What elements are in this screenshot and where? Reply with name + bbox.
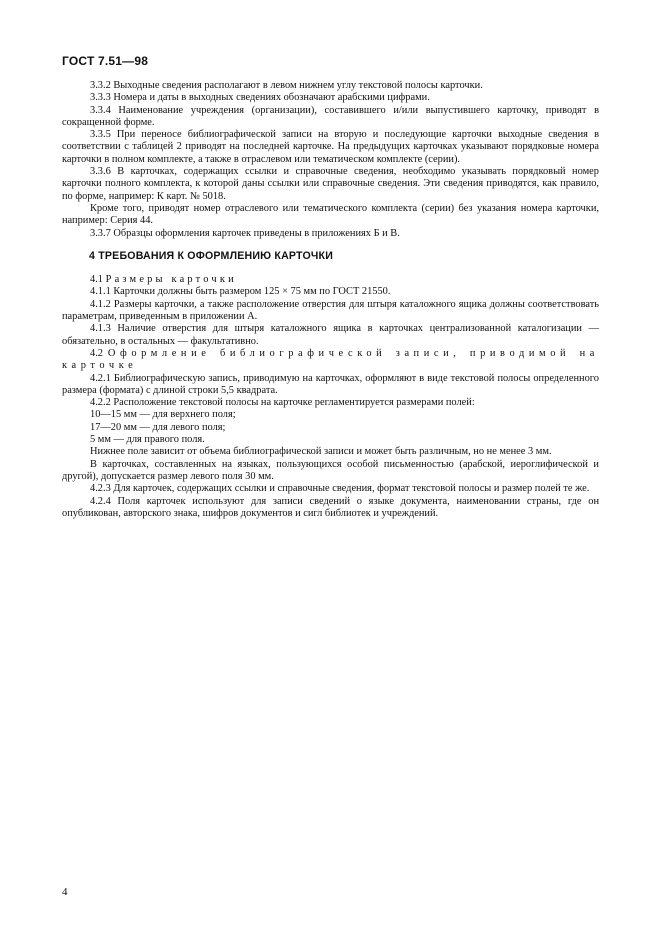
- subsection-4-2-heading: [62, 348, 599, 373]
- special-script-note: В карточках, составленных на языках, пользующихся особой письменностью (арабской, иероглифической и другой), допускается размер левого поля 30 мм.: [62, 458, 599, 482]
- paragraph-3-3-7: 3.3.7 Образцы оформления карточек приведены в приложениях Б и В.: [90, 227, 400, 239]
- paragraph-4-2-1: 4.2.1 Библиографическую запись, приводимую на карточках, оформляют в виде текстовой полосы определенного размера (формата) с длиной строки 5,5 квадрата.: [62, 372, 599, 396]
- paragraph-3-3-6: 3.3.6 В карточках, содержащих ссылки и справочные сведения, необходимо указывать порядковый номер карточки полного комплекта, к которой даны ссылки или справочные сведения. Эти сведения приводятся, как правило, по форме, например: К карт. № 5018.: [62, 166, 599, 202]
- margin-top-item: 10—15 мм — для верхнего поля;: [90, 409, 236, 421]
- document-header: ГОСТ 7.51—98: [62, 54, 149, 68]
- margin-left-item: 17—20 мм — для левого поля;: [90, 421, 226, 433]
- paragraph-3-3-2: 3.3.2 Выходные сведения располагают в левом нижнем углу текстовой полосы карточки.: [90, 80, 483, 91]
- paragraph-3-3-5: 3.3.5 При переносе библиографической записи на вторую и последующие карточки выходные сведения в соответствии с таблицей 2 приводят на последней карточке. На предыдущих карточках указывают порядковые номера карточки в полном комплекте, а также в отраслевом или тематическом комплекте (серии).: [62, 129, 599, 165]
- paragraph-4-1-1: 4.1.1 Карточки должны быть размером 125 × 75 мм по ГОСТ 21550.: [90, 286, 391, 298]
- subsection-4-2-title: Оформление библиографической записи, приводимой на карточке: [62, 347, 599, 372]
- subsection-4-1-title: Размеры карточки: [105, 274, 237, 286]
- page-body: [62, 80, 599, 520]
- page-number: 4: [62, 886, 68, 898]
- paragraph-4-1-3: 4.1.3 Наличие отверстия для штыря каталожного ящика в карточках централизованной каталогизации — обязательно, в остальных — факультативно.: [62, 323, 599, 347]
- margin-right-item: 5 мм — для правого поля.: [90, 434, 205, 446]
- paragraph-4-2-2: 4.2.2 Расположение текстовой полосы на карточке регламентируется размерами полей:: [90, 397, 475, 409]
- paragraph-4-1-2: 4.1.2 Размеры карточки, а также расположение отверстия для штыря каталожного ящика должны соответствовать параметрам, приведенным в приложении А.: [62, 298, 599, 323]
- paragraph-3-3-3: 3.3.3 Номера и даты в выходных сведениях обозначают арабскими цифрами.: [90, 92, 430, 104]
- paragraph-3-3-4: 3.3.4 Наименование учреждения (организации), составившего и/или выпустившего карточку, приводят в сокращенной форме.: [62, 104, 599, 128]
- paragraph-4-2-4: 4.2.4 Поля карточек используют для записи сведений о языке документа, наименовании страны, где он опубликован, авторского знака, шифров документов и сигл библиотек и учреждений.: [62, 495, 599, 519]
- paragraph-3-3-6-continued: Кроме того, приводят номер отраслевого или тематического комплекта (серии) без указания номера карточки, например: Серия 44.: [62, 202, 599, 227]
- paragraph-4-2-3: 4.2.3 Для карточек, содержащих ссылки и справочные сведения, формат текстовой полосы и размер полей те же.: [90, 483, 590, 495]
- subsection-4-1-number: 4.1: [90, 274, 103, 286]
- subsection-4-1-heading: [62, 274, 599, 286]
- subsection-4-2-number: 4.2: [90, 347, 103, 359]
- section-4-heading: 4 ТРЕБОВАНИЯ К ОФОРМЛЕНИЮ КАРТОЧКИ: [89, 249, 334, 262]
- margin-bottom-note: Нижнее поле зависит от объема библиографической записи и может быть различным, но не менее 3 мм.: [90, 446, 552, 458]
